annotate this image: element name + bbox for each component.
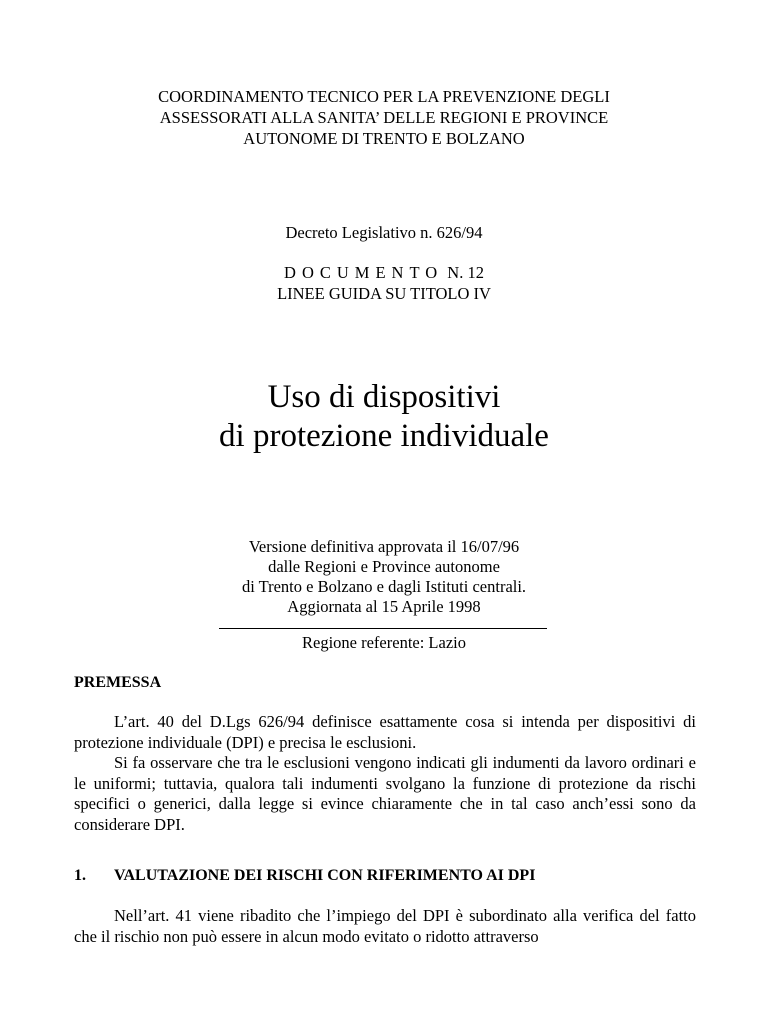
- premessa-heading: PREMESSA: [74, 674, 162, 691]
- premessa-paragraph-2: Si fa osservare che tra le esclusioni vengono indicati gli indumenti da lavoro ordinari e le uniformi; tuttavia, qualora tali indumenti svolgano la funzione di protezione da rischi specifici o generici, dalla legge si evince chiaramente che in tal caso anch’essi sono da considerare DPI.: [74, 753, 696, 834]
- version-line-3: di Trento e Bolzano e dagli Istituti centrali.: [241, 577, 527, 596]
- document-number-block: [0, 262, 768, 304]
- header-line-2: ASSESSORATI ALLA SANITA’ DELLE REGIONI E PROVINCE: [159, 108, 609, 127]
- version-info: [0, 537, 768, 617]
- organization-header: [0, 86, 768, 149]
- header-line-3: AUTONOME DI TRENTO E BOLZANO: [243, 129, 525, 148]
- referent-region: Regione referente: Lazio: [302, 633, 466, 652]
- section-1-number: 1.: [74, 867, 86, 884]
- section-1-body: [74, 906, 696, 947]
- section-1-heading: [74, 867, 535, 885]
- section-1-paragraph: Nell’art. 41 viene ribadito che l’impiego del DPI è subordinato alla verifica del fatto che il rischio non può essere in alcun modo evitato o ridotto attraverso: [74, 906, 696, 946]
- decree-reference: Decreto Legislativo n. 626/94: [285, 223, 483, 242]
- version-line-2: dalle Regioni e Province autonome: [268, 557, 500, 576]
- header-line-1: COORDINAMENTO TECNICO PER LA PREVENZIONE DEGLI: [158, 87, 610, 106]
- document-title: [0, 378, 768, 456]
- document-number-value: N. 12: [447, 263, 484, 282]
- premessa-body: [74, 712, 696, 835]
- version-line-1: Versione definitiva approvata il 16/07/96: [248, 537, 520, 556]
- title-line-1: Uso di dispositivi: [267, 379, 501, 415]
- title-line-2: di protezione individuale: [219, 418, 549, 454]
- document-subtitle: LINEE GUIDA SU TITOLO IV: [277, 284, 491, 303]
- premessa-paragraph-1: L’art. 40 del D.Lgs 626/94 definisce esattamente cosa si intenda per dispositivi di protezione individuale (DPI) e precisa le esclusioni.: [74, 712, 696, 752]
- section-1-title: VALUTAZIONE DEI RISCHI CON RIFERIMENTO AI DPI: [114, 867, 536, 884]
- version-line-4: Aggiornata al 15 Aprile 1998: [287, 597, 481, 616]
- separator-line: [219, 628, 547, 629]
- document-number: [0, 262, 768, 283]
- document-number-label: DOCUMENTO: [284, 263, 444, 282]
